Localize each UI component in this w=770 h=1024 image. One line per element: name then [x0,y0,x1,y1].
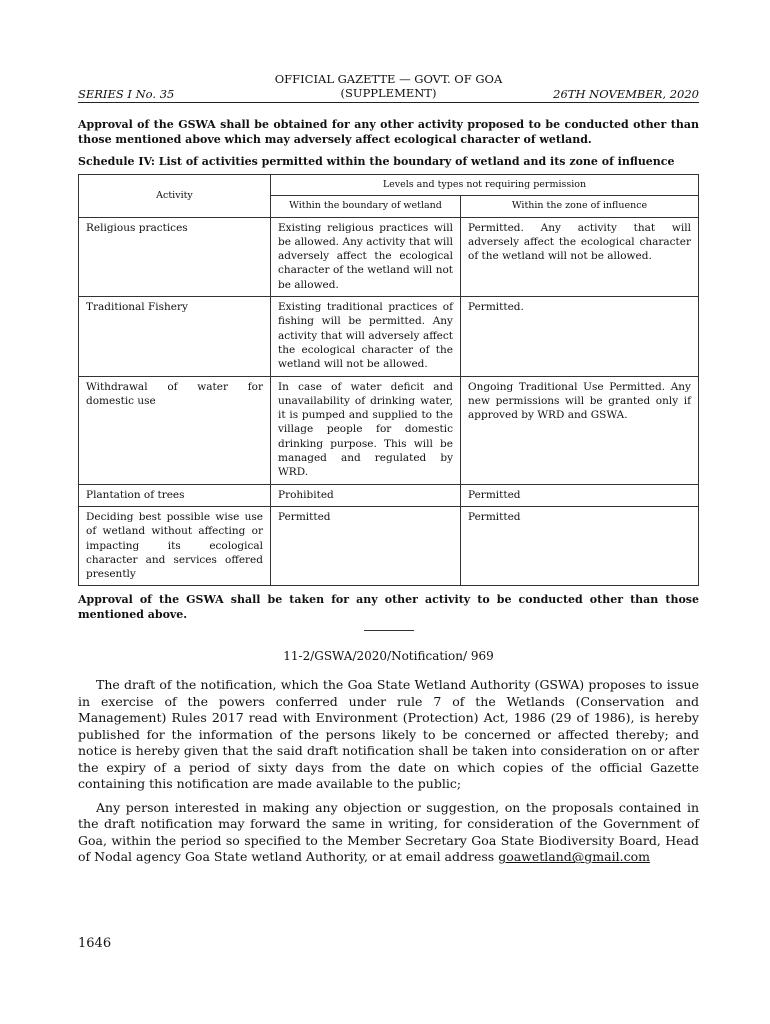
activity-cell: Withdrawal of water for domestic use [79,376,271,484]
header-activity: Activity [79,175,271,218]
notification-number: 11-2/GSWA/2020/Notification/ 969 [283,649,494,664]
activity-cell: Deciding best possible wise use of wetland without affecting or impacting its ecological character and services offered presently [79,506,271,585]
header-zone: Within the zone of influence [461,196,699,217]
schedule-title: Schedule IV: List of activities permitted within the boundary of wetland and its zone of influence [78,155,675,168]
activities-table [78,174,699,586]
table-row [79,484,699,506]
page-header [78,70,699,103]
table-row [79,217,699,296]
activity-cell: Religious practices [79,217,271,296]
gazette-page [78,70,699,873]
boundary-cell: In case of water deficit and unavailability of drinking water, it is pumped and supplied to the village people for domestic drinking purpose. This will be managed and regulated by WRD. [271,376,461,484]
body-paragraph-2-text: Any person interested in making any objection or suggestion, on the proposals contained in the draft notification may forward the same in writing, for consideration of the Government of Goa, within the period so specified to the Member Secretary Goa State Biodiversity Board, Head of Nodal agency Goa State wetland Authority, or at email address [78,799,699,865]
zone-cell: Permitted [461,506,699,585]
gazette-title-line2: (SUPPLEMENT) [340,86,437,100]
closing-paragraph: Approval of the GSWA shall be taken for any other activity to be conducted other than those mentioned above. [78,593,699,622]
zone-cell: Permitted. [461,297,699,376]
email-link[interactable]: goawetland@gmail.com [498,849,650,865]
body-paragraph-1: The draft of the notification, which the Goa State Wetland Authority (GSWA) proposes to issue in exercise of the powers conferred under rule 7 of the Wetlands (Conservation and Management) Rules 2017 read with Environment (Protection) Act, 1986 (29 of 1986), is hereby published for the information of the persons likely to be concerned or affected thereby; and notice is hereby given that the said draft notification shall be taken into consideration on or after the expiry of a period of sixty days from the date on which copies of the official Gazette containing this notification are made available to the public; [78,677,699,792]
boundary-cell: Permitted [271,506,461,585]
issue-date: 26TH NOVEMBER, 2020 [553,87,699,101]
activity-cell: Traditional Fishery [79,297,271,376]
section-divider [364,630,414,631]
table-row [79,297,699,376]
zone-cell: Permitted [461,484,699,506]
header-boundary: Within the boundary of wetland [271,196,461,217]
page-number: 1646 [78,936,112,951]
zone-cell: Ongoing Traditional Use Permitted. Any new permissions will be granted only if approved by WRD and GSWA. [461,376,699,484]
zone-cell: Permitted. Any activity that will adversely affect the ecological character of the wetland will not be allowed. [461,217,699,296]
boundary-cell: Existing religious practices will be allowed. Any activity that will adversely affect the ecological character of the wetland will not be allowed. [271,217,461,296]
table-header-row [79,175,699,196]
body-paragraph-2 [78,800,699,866]
gazette-title-line1: OFFICIAL GAZETTE — GOVT. OF GOA [274,72,503,86]
table-row [79,376,699,484]
boundary-cell: Existing traditional practices of fishing will be permitted. Any activity that will adversely affect the ecological character of the wetland will not be allowed. [271,297,461,376]
activity-cell: Plantation of trees [79,484,271,506]
intro-paragraph: Approval of the GSWA shall be obtained for any other activity proposed to be conducted other than those mentioned above which may adversely affect ecological character of wetland. [78,118,699,146]
boundary-cell: Prohibited [271,484,461,506]
series-number: SERIES I No. 35 [78,87,175,101]
header-levels: Levels and types not requiring permission [271,175,699,196]
table-row [79,506,699,585]
